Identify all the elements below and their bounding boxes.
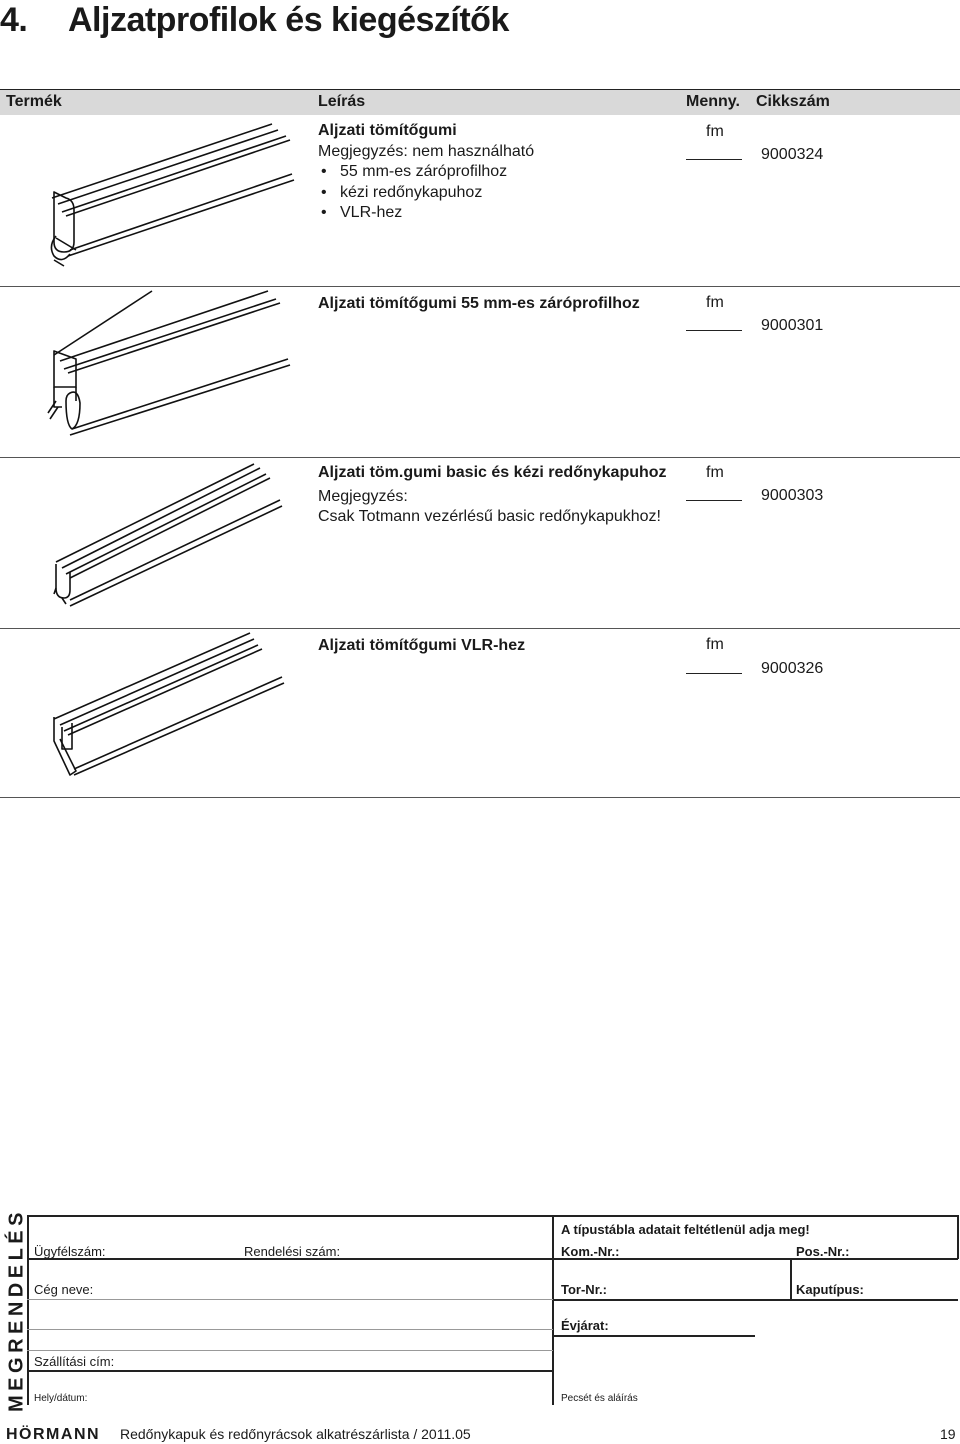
note-label: Megjegyzés: [318, 487, 408, 505]
list-item: • VLR-hez [318, 203, 534, 224]
article-number: 9000303 [761, 487, 824, 504]
quantity-field[interactable] [686, 159, 742, 160]
stamp-signature-field[interactable]: Pecsét és aláírás [561, 1393, 638, 1404]
form-line [552, 1335, 755, 1337]
seal-profile-drawing [40, 460, 300, 610]
order-form [0, 1208, 960, 1412]
form-line [27, 1370, 553, 1372]
article-number: 9000326 [761, 660, 824, 677]
form-line [552, 1299, 958, 1301]
product-name: Aljzati tömítőgumi VLR-hez [318, 637, 526, 654]
quantity-field[interactable] [686, 673, 742, 674]
header-product: Termék [6, 93, 62, 110]
customer-number-field[interactable]: Ügyfélszám: [34, 1244, 106, 1259]
product-row [0, 114, 960, 286]
form-border-left [27, 1215, 29, 1405]
unit-label: fm [706, 123, 724, 140]
unit-label: fm [706, 464, 724, 481]
seal-profile-drawing [40, 289, 300, 439]
form-line [27, 1329, 553, 1330]
form-line [27, 1299, 553, 1300]
page-title [0, 0, 509, 40]
product-row [0, 287, 960, 459]
order-label-text: MEGRENDELÉS [5, 1208, 28, 1412]
form-border-right [957, 1215, 959, 1259]
product-name: Aljzati töm. [318, 464, 404, 481]
form-border-top [27, 1215, 958, 1217]
section-title: Aljzatprofilok és kiegészítők [68, 1, 509, 39]
quantity-field[interactable] [686, 330, 742, 331]
header-article: Cikkszám [756, 93, 830, 110]
product-name: Aljzati tömítőgumi 55 mm-es záróprofilhoz [318, 295, 640, 312]
product-name-cont: gumi basic és kézi redőnykapuhoz [403, 464, 667, 481]
unit-label: fm [706, 636, 724, 653]
row-divider [0, 797, 960, 798]
shipping-address-field[interactable]: Szállítási cím: [34, 1354, 115, 1369]
product-row [0, 629, 960, 797]
list-item: • kézi redőnykapuhoz [318, 183, 534, 204]
kom-nr-field[interactable]: Kom.-Nr.: [561, 1244, 620, 1259]
section-number: 4. [0, 1, 28, 39]
pos-nr-field[interactable]: Pos.-Nr.: [796, 1244, 850, 1259]
product-row [0, 458, 960, 628]
product-note: Csak Totmann vezérlésű basic redőnykapukhoz! [318, 508, 661, 525]
quantity-field[interactable] [686, 500, 742, 501]
form-divider [552, 1215, 554, 1405]
year-field[interactable]: Évjárat: [561, 1318, 609, 1333]
page-number: 19 [940, 1426, 956, 1442]
order-side-label [4, 1208, 28, 1412]
seal-profile-drawing [40, 120, 300, 270]
list-item: • 55 mm-es záróprofilhoz [318, 162, 534, 183]
form-divider [790, 1259, 792, 1300]
table-header [0, 89, 960, 115]
tor-nr-field[interactable]: Tor-Nr.: [561, 1282, 607, 1297]
product-note: Megjegyzés: nem használható [318, 142, 535, 160]
plate-notice: A típustábla adatait feltétlenül adja meg! [561, 1222, 810, 1237]
brand-logo: HÖRMANN [6, 1426, 101, 1443]
article-number: 9000301 [761, 317, 824, 334]
form-line [27, 1350, 553, 1351]
seal-profile-drawing [40, 631, 300, 781]
door-type-field[interactable]: Kaputípus: [796, 1282, 864, 1297]
order-number-field[interactable]: Rendelési szám: [244, 1244, 341, 1259]
article-number: 9000324 [761, 146, 824, 163]
company-name-field[interactable]: Cég neve: [34, 1282, 94, 1297]
note-list [318, 162, 534, 224]
place-date-field[interactable]: Hely/dátum: [34, 1393, 88, 1404]
product-name: Aljzati tömítőgumi [318, 122, 457, 139]
header-description: Leírás [318, 93, 366, 110]
header-quantity: Menny. [686, 93, 740, 110]
footer-document-title: Redőnykapuk és redőnyrácsok alkatrészárlista / 2011.05 [120, 1426, 471, 1442]
unit-label: fm [706, 294, 724, 311]
